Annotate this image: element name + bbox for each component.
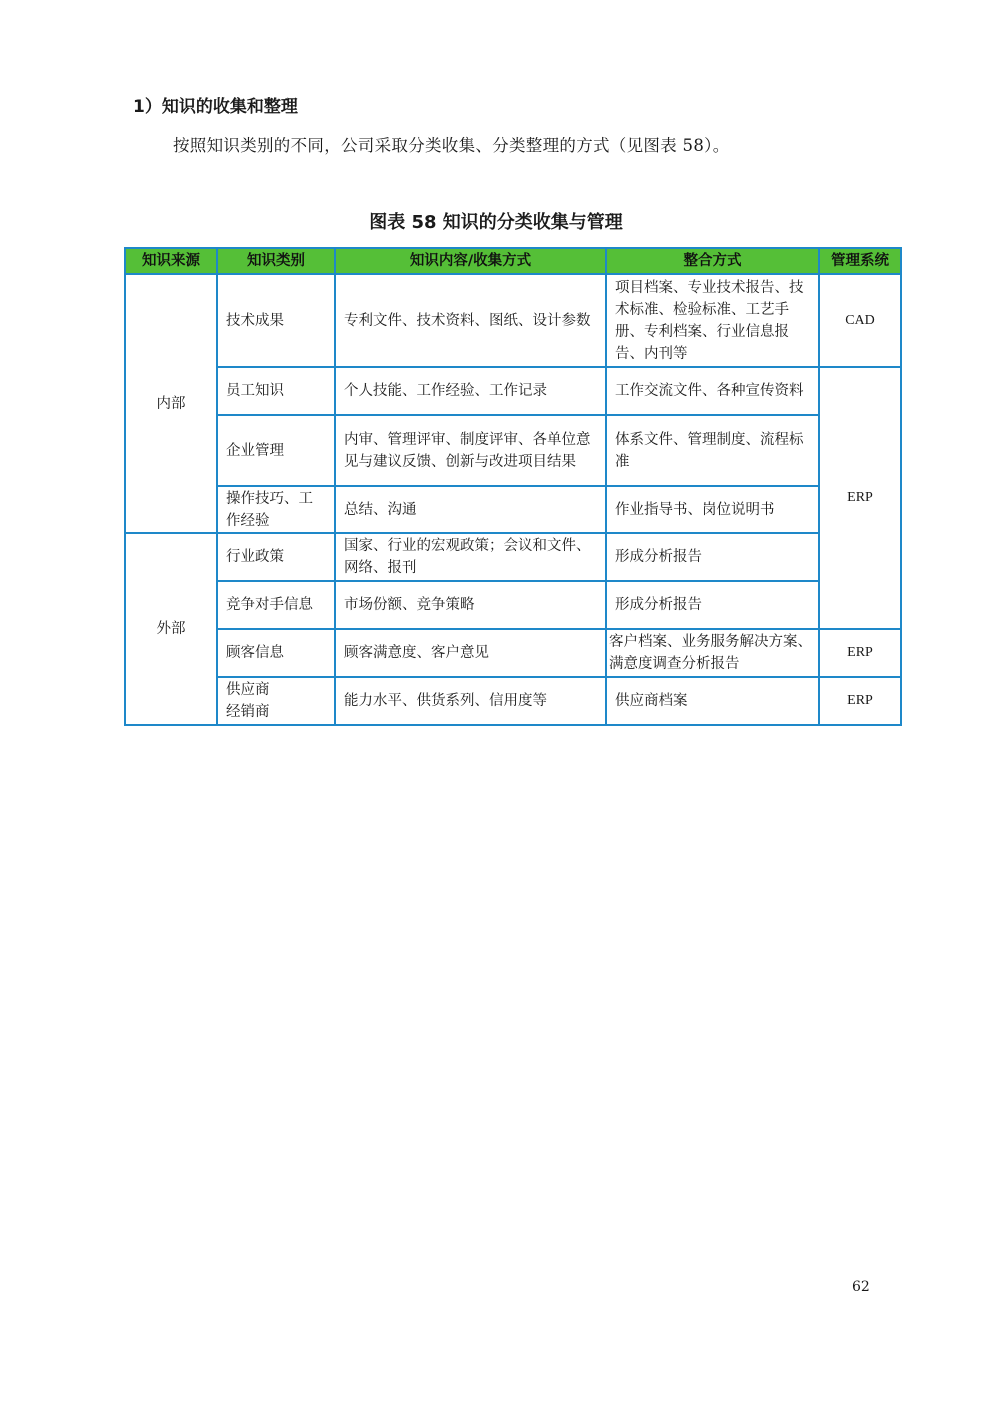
system-erp-merged: ERP: [819, 367, 901, 629]
category-cell: 竞争对手信息: [217, 581, 335, 629]
category-cell: 技术成果: [217, 274, 335, 367]
table-row: [125, 415, 901, 486]
table-row: [125, 274, 901, 367]
table-caption: 图表 58 知识的分类收集与管理: [369, 212, 623, 233]
integration-cell: 形成分析报告: [606, 533, 819, 581]
system-erp: ERP: [819, 677, 901, 725]
integration-cell: 项目档案、专业技术报告、技术标准、检验标准、工艺手册、专利档案、行业信息报告、内刊等: [606, 274, 819, 367]
integration-cell: 作业指导书、岗位说明书: [606, 486, 819, 533]
table-header-row: [125, 248, 901, 274]
system-erp: ERP: [819, 629, 901, 677]
category-cell: 顾客信息: [217, 629, 335, 677]
table-row: [125, 677, 901, 725]
content-cell: 国家、行业的宏观政策；会议和文件、网络、报刊: [335, 533, 606, 581]
knowledge-table: [124, 247, 902, 726]
source-internal: 内部: [125, 274, 217, 533]
system-cad: CAD: [819, 274, 901, 367]
category-cell: 员工知识: [217, 367, 335, 415]
section-heading: 1）知识的收集和整理: [133, 97, 298, 117]
table-row: [125, 486, 901, 533]
source-external: 外部: [125, 533, 217, 725]
category-cell: 操作技巧、工作经验: [217, 486, 335, 533]
header-system: 管理系统: [819, 248, 901, 274]
integration-cell: 工作交流文件、各种宣传资料: [606, 367, 819, 415]
content-cell: 个人技能、工作经验、工作记录: [335, 367, 606, 415]
table-row: [125, 629, 901, 677]
header-source: 知识来源: [125, 248, 217, 274]
content-cell: 顾客满意度、客户意见: [335, 629, 606, 677]
integration-cell: 体系文件、管理制度、流程标准: [606, 415, 819, 486]
page-number: 62: [852, 1279, 870, 1295]
content-cell: 能力水平、供货系列、信用度等: [335, 677, 606, 725]
header-category: 知识类别: [217, 248, 335, 274]
header-integration: 整合方式: [606, 248, 819, 274]
category-cell: 行业政策: [217, 533, 335, 581]
table-row: [125, 581, 901, 629]
intro-paragraph: 按照知识类别的不同，公司采取分类收集、分类整理的方式（见图表 58）。: [173, 136, 730, 155]
content-cell: 专利文件、技术资料、图纸、设计参数: [335, 274, 606, 367]
table-row: [125, 367, 901, 415]
header-content: 知识内容/收集方式: [335, 248, 606, 274]
content-cell: 市场份额、竞争策略: [335, 581, 606, 629]
integration-cell: 形成分析报告: [606, 581, 819, 629]
content-cell: 内审、管理评审、制度评审、各单位意见与建议反馈、创新与改进项目结果: [335, 415, 606, 486]
integration-cell: 供应商档案: [606, 677, 819, 725]
content-cell: 总结、沟通: [335, 486, 606, 533]
table-row: [125, 533, 901, 581]
category-cell: 企业管理: [217, 415, 335, 486]
integration-cell: 客户档案、业务服务解决方案、满意度调查分析报告: [606, 629, 819, 677]
category-cell: 供应商 经销商: [217, 677, 335, 725]
